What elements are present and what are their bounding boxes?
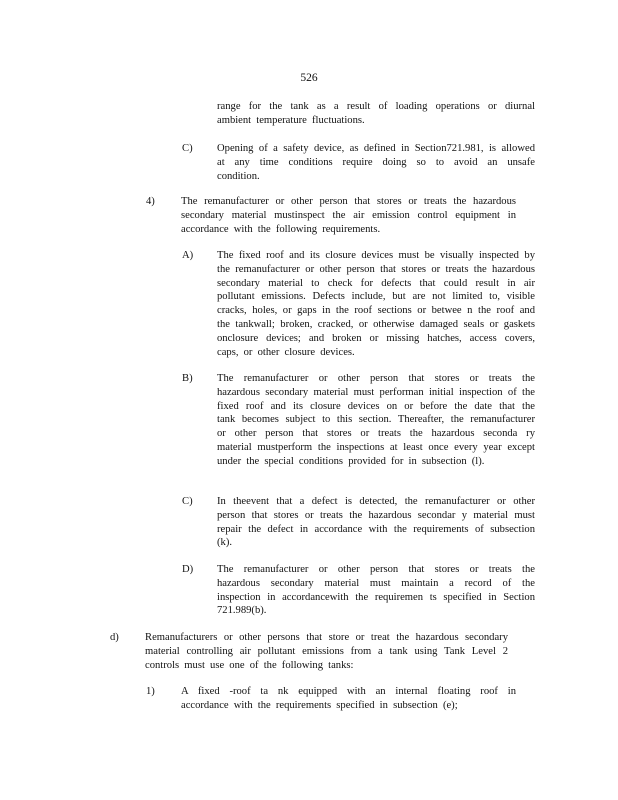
page-number: 526	[300, 72, 318, 84]
paragraph-label: d)	[110, 632, 119, 643]
paragraph-label: A)	[182, 250, 194, 261]
paragraph-text: The fixed roof and its closure devices must be visually inspected by the remanufacturer or other person that stores or treats the hazardous secondary material to check for defects that could result in air pollutant emissions. Defects include, but are not limited to, visible cracks, holes, or gaps in the roof sections or betwee n the roof and the tankwall; broken, cracked, or otherwise damaged seals or gaskets onclosure devices; and broken or missing hatches, access covers, caps, or other closure devices.	[217, 250, 535, 358]
paragraph-label: B)	[182, 373, 193, 384]
paragraph-label: C)	[182, 496, 193, 507]
paragraph-label: 4)	[146, 196, 155, 207]
paragraph-text: A fixed -roof ta nk equipped with an internal floating roof in accordance with the requirements specified in subsection (e);	[181, 686, 516, 711]
paragraph-label: 1)	[146, 686, 155, 697]
paragraph-text: range for the tank as a result of loading operations or diurnal ambient temperature fluctuations.	[217, 101, 535, 126]
paragraph-text: The remanufacturer or other person that stores or treats the hazardous secondary material must performan initial inspection of the fixed roof and its closure devices on or before the date that the tank becomes subject to this section. Thereafter, the remanufacturer or other person that stores or treats the hazardous seconda ry material mustperform the inspections at least once every year except under the special conditions provided for in subsection (l).	[217, 373, 535, 467]
paragraph-label: C)	[182, 143, 193, 154]
paragraph-text: The remanufacturer or other person that stores or treats the hazardous secondary material mustinspect the air emission control equipment in accordance with the following requirements.	[181, 196, 516, 235]
paragraph-text: Remanufacturers or other persons that store or treat the hazardous secondary material controlling air pollutant emissions from a tank using Tank Level 2 controls must use one of the following tanks:	[145, 632, 508, 671]
paragraph-text: The remanufacturer or other person that stores or treats the hazardous secondary material must maintain a record of the inspection in accordancewith the requiremen ts specified in Section 721.989(b).	[217, 564, 535, 617]
paragraph-text: Opening of a safety device, as defined in Section721.981, is allowed at any time conditions require doing so to avoid an unsafe condition.	[217, 143, 535, 182]
paragraph-text: In theevent that a defect is detected, the remanufacturer or other person that stores or treats the hazardous secondar y material must repair the defect in accordance with the requirements of subsection (k).	[217, 496, 535, 549]
paragraph-label: D)	[182, 564, 194, 575]
